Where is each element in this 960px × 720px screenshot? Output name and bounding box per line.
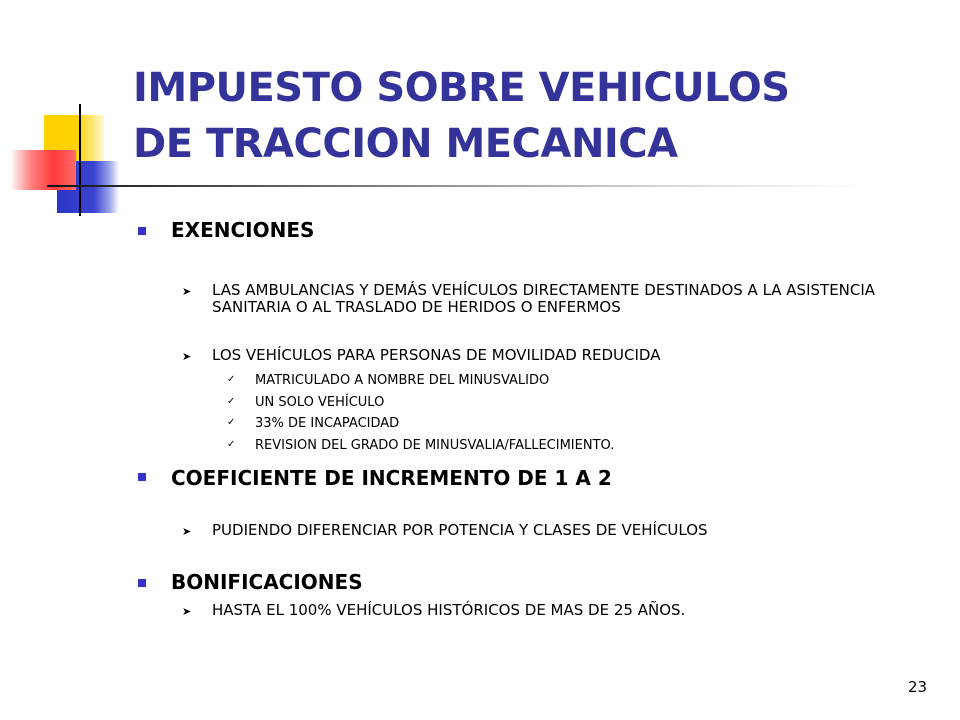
arrow-bullet-icon: ➤ [182,605,192,618]
section-heading-text: BONIFICACIONES [171,570,363,594]
sub-list-item-text: MATRICULADO A NOMBRE DEL MINUSVALIDO [255,373,550,388]
square-bullet-icon [138,227,146,235]
square-bullet-icon [138,579,146,587]
checkmark-icon: ✓ [227,374,236,385]
list-item-text: PUDIENDO DIFERENCIAR POR POTENCIA Y CLASES DE VEHÍCULOS [212,521,708,539]
checkmark-icon: ✓ [227,439,236,450]
title-underline-rule [47,185,867,187]
arrow-bullet-icon: ➤ [182,350,192,363]
sub-list-item-text: 33% DE INCAPACIDAD [255,416,400,431]
list-item-text: HASTA EL 100% VEHÍCULOS HISTÓRICOS DE MAS DE 25 AÑOS. [212,601,686,619]
square-bullet-icon [138,473,146,481]
slide-title-line1: IMPUESTO SOBRE VEHICULOS [133,65,790,111]
list-item-text: LAS AMBULANCIAS Y DEMÁS VEHÍCULOS DIRECTAMENTE DESTINADOS A LA ASISTENCIA SANITARIA O AL TRASLADO DE HERIDOS O ENFERMOS [212,281,876,316]
slide-title-line2: DE TRACCION MECANICA [133,121,678,167]
page-number: 23 [908,678,928,696]
red-square-decoration [12,150,76,190]
arrow-bullet-icon: ➤ [182,525,192,538]
vertical-rule [79,104,81,216]
section-heading-text: EXENCIONES [171,218,315,242]
sub-list-item-text: UN SOLO VEHÍCULO [255,395,385,410]
checkmark-icon: ✓ [227,396,236,407]
section-heading-text: COEFICIENTE DE INCREMENTO DE 1 A 2 [171,466,612,490]
arrow-bullet-icon: ➤ [182,285,192,298]
sub-list-item-text: REVISION DEL GRADO DE MINUSVALIA/FALLECIMIENTO. [255,438,615,453]
checkmark-icon: ✓ [227,417,236,428]
slide-title [133,60,933,172]
list-item-text: LOS VEHÍCULOS PARA PERSONAS DE MOVILIDAD REDUCIDA [212,346,661,364]
